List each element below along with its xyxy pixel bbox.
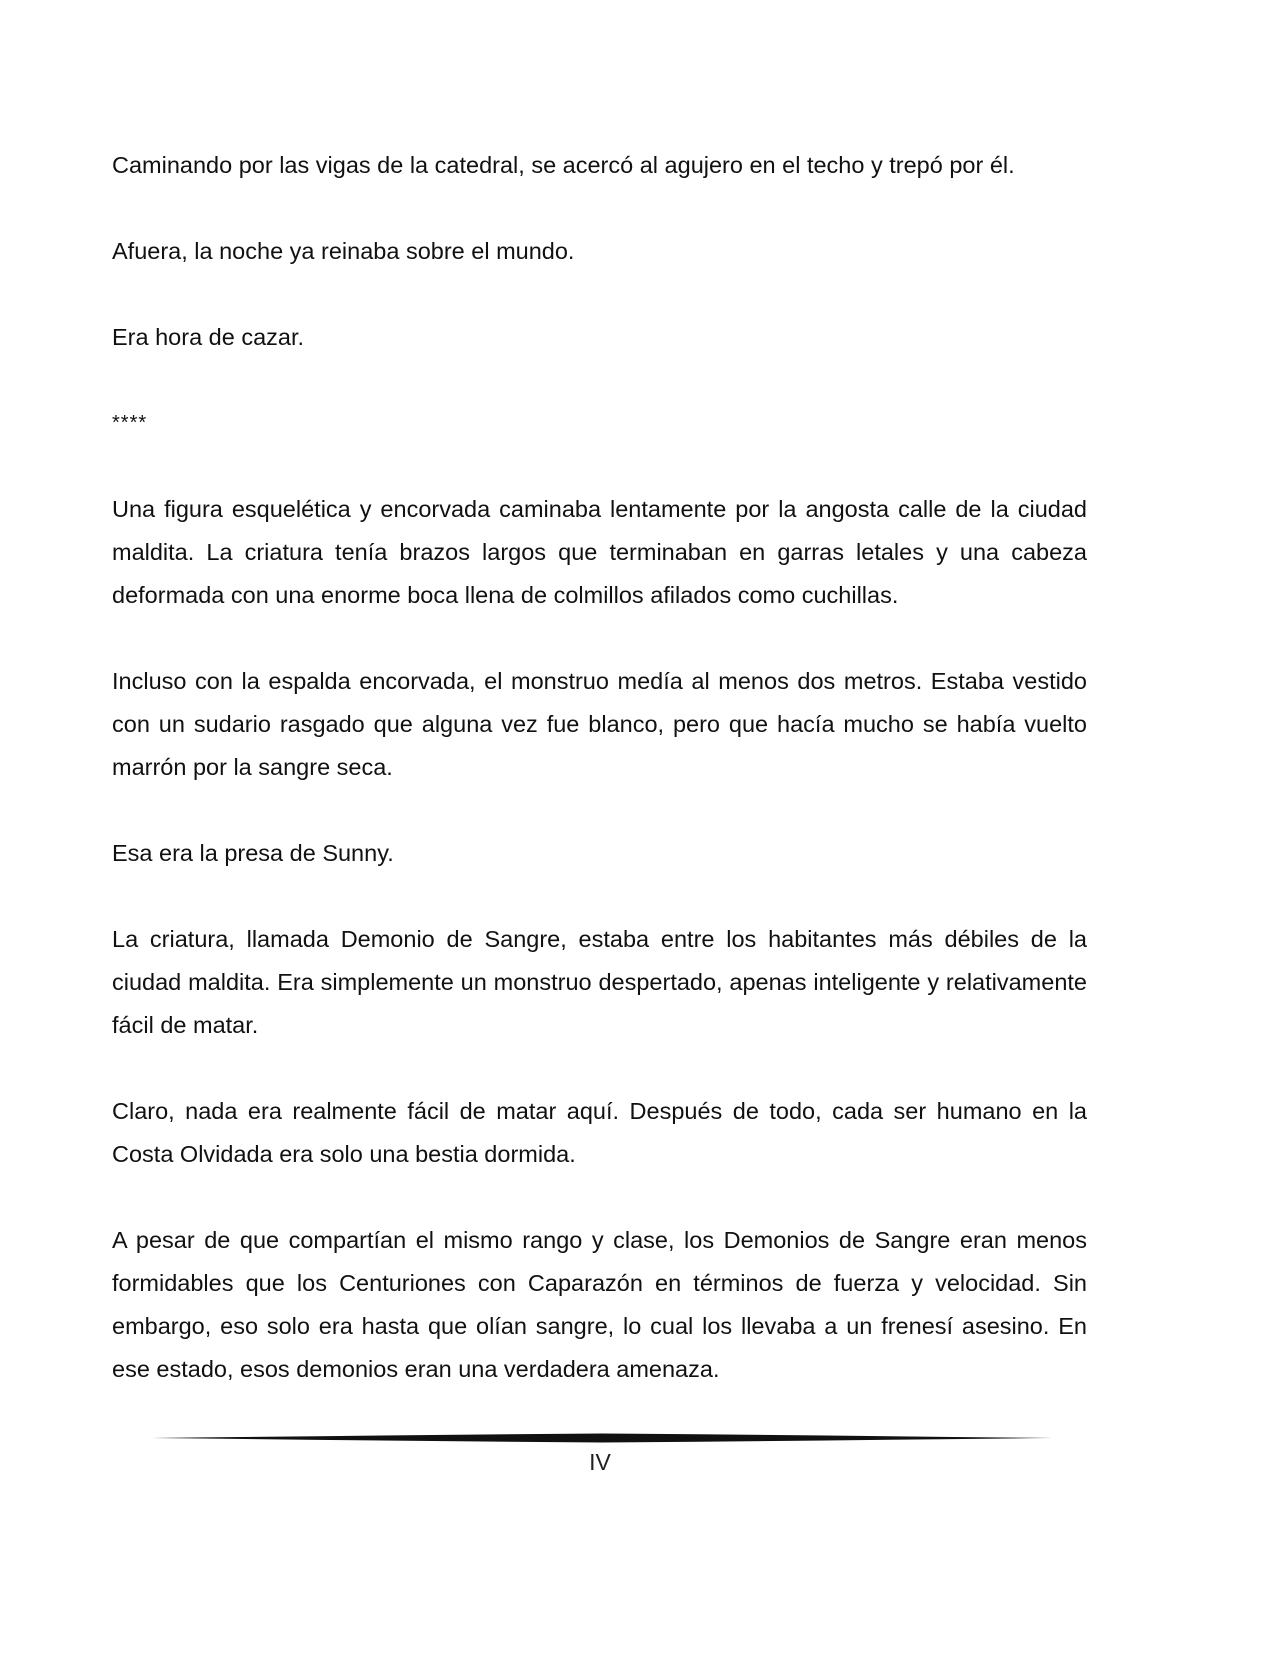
footer-divider [152,1431,1052,1445]
paragraph-1: Caminando por las vigas de la catedral, se acercó al agujero en el techo y trepó por él. [112,152,1015,178]
paragraph-9: Claro, nada era realmente fácil de matar aquí. Después de todo, cada ser humano en la Costa Olvidada era solo una bestia dormida. [112,1098,1087,1167]
scene-break: **** [112,412,148,434]
paragraph-6: Incluso con la espalda encorvada, el monstruo medía al menos dos metros. Estaba vestido con un sudario rasgado que alguna vez fue blanco, pero que hacía mucho se había vuelto marrón por la sangre seca. [112,668,1087,780]
page-body [112,144,1087,1391]
paragraph-2: Afuera, la noche ya reinaba sobre el mundo. [112,238,575,264]
page-number: IV [589,1449,611,1475]
paragraph-8: La criatura, llamada Demonio de Sangre, estaba entre los habitantes más débiles de la ciudad maldita. Era simplemente un monstruo despertado, apenas inteligente y relativamente fácil de matar. [112,926,1087,1038]
paragraph-3: Era hora de cazar. [112,324,305,350]
paragraph-7: Esa era la presa de Sunny. [112,840,394,866]
paragraph-5: Una figura esquelética y encorvada caminaba lentamente por la angosta calle de la ciudad maldita. La criatura tenía brazos largos que terminaban en garras letales y una cabeza deformada con una enorme boca llena de colmillos afilados como cuchillas. [112,496,1087,608]
paragraph-10: A pesar de que compartían el mismo rango y clase, los Demonios de Sangre eran menos formidables que los Centuriones con Caparazón en términos de fuerza y velocidad. Sin embargo, eso solo era hasta que olían sangre, lo cual los llevaba a un frenesí asesino. En ese estado, esos demonios eran una verdadera amenaza. [112,1227,1087,1382]
